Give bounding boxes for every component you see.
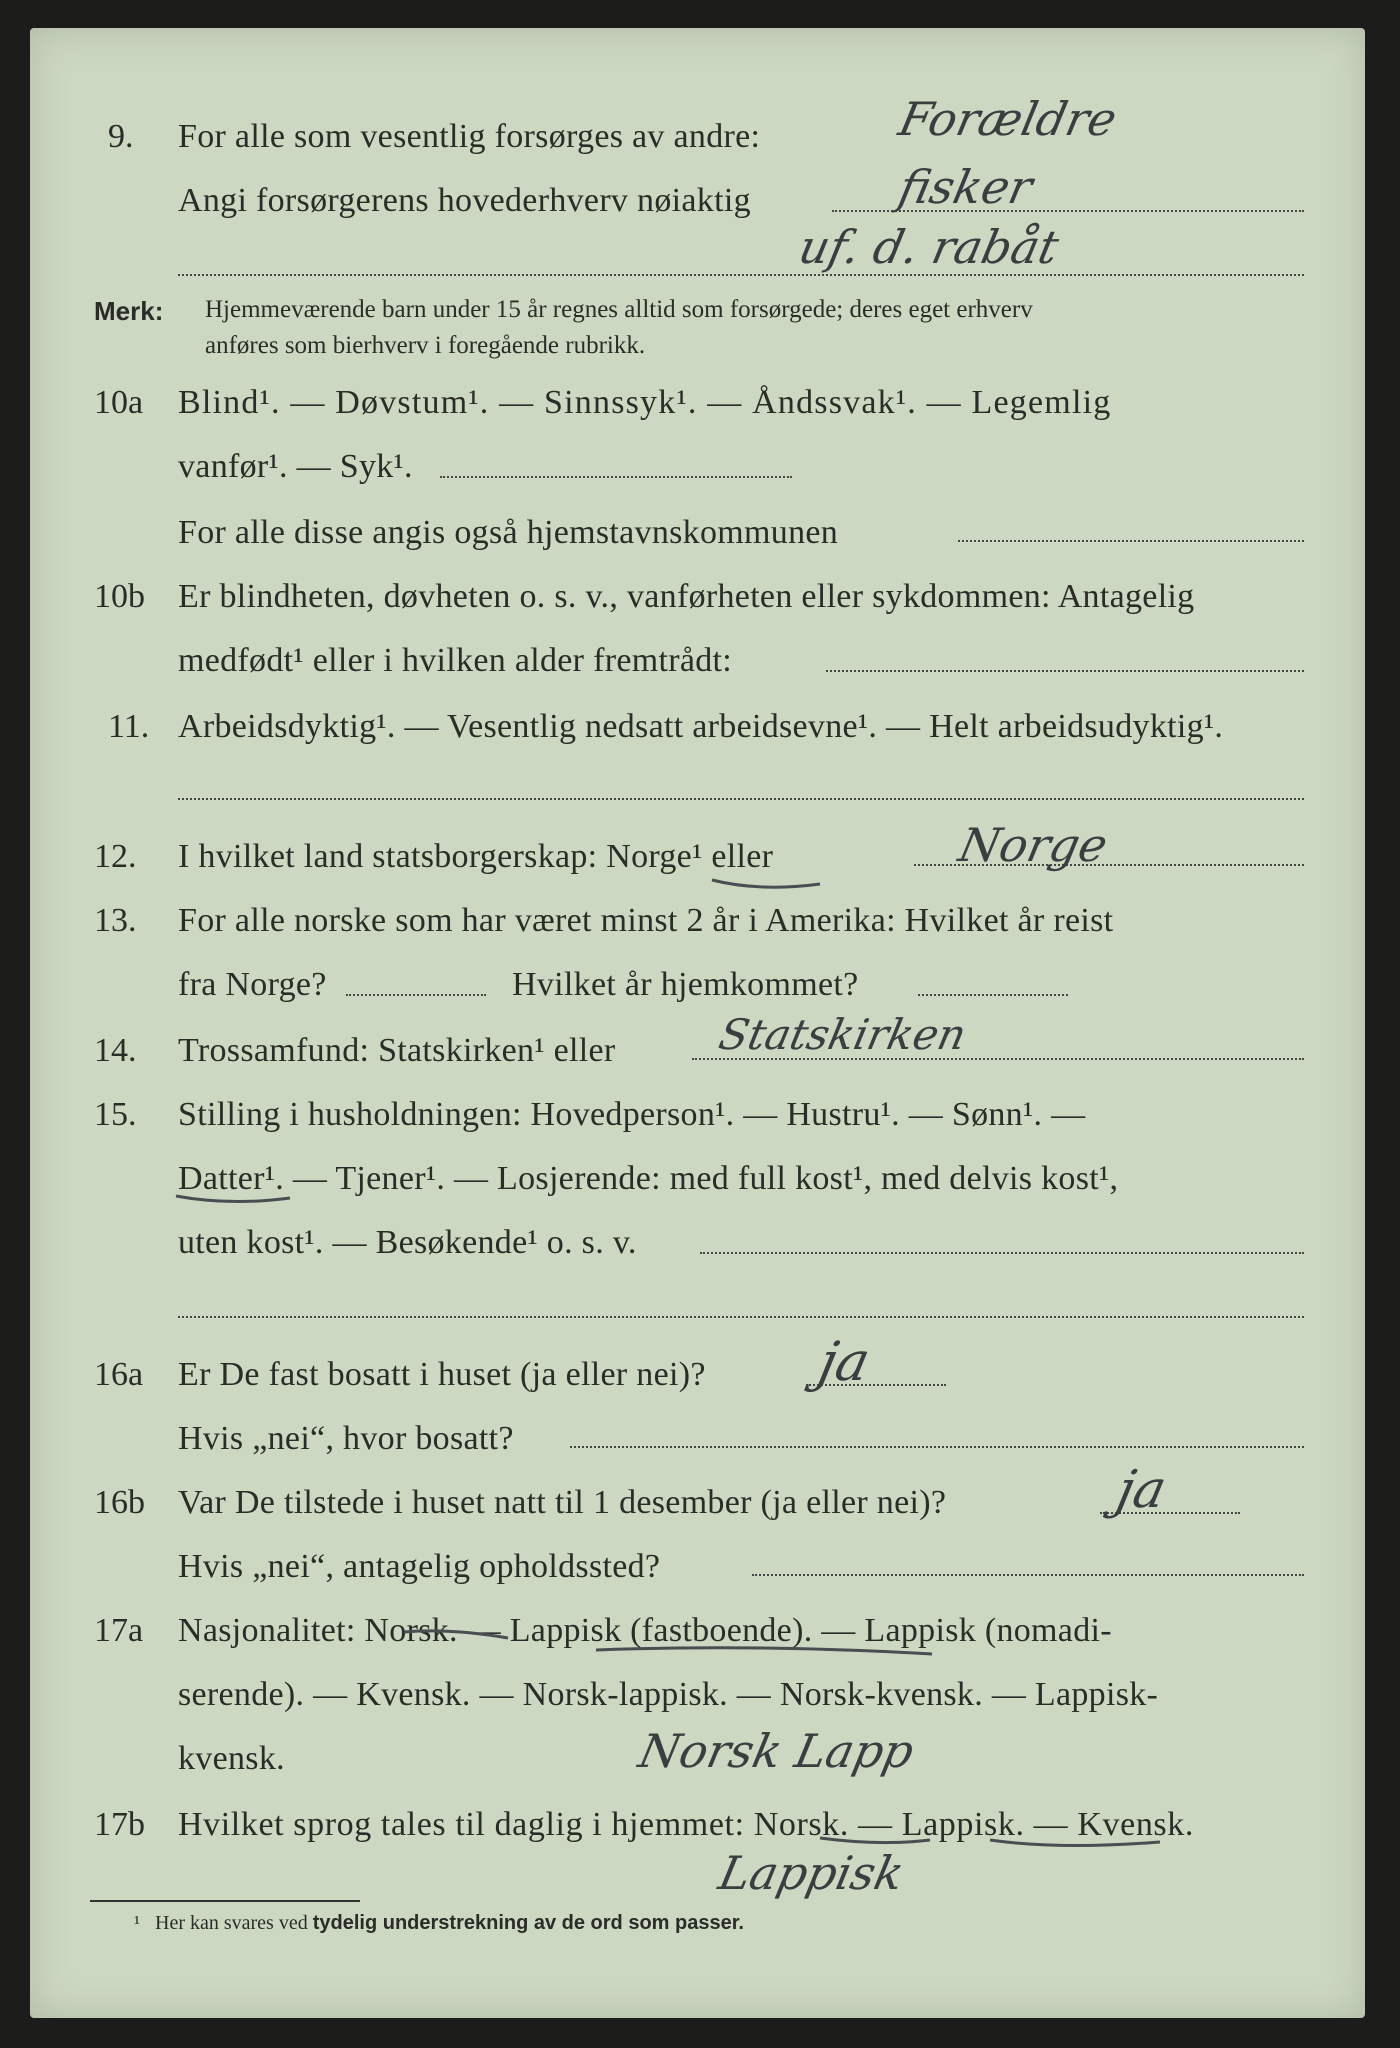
q13-line2a: fra Norge? [178, 966, 327, 1003]
q16b-line2: Hvis „nei“, antagelig opholdssted? [178, 1548, 661, 1585]
q9-handwriting-1: Forældre [894, 92, 1122, 146]
merk-label: Merk: [94, 296, 164, 326]
q10b-number: 10b [94, 578, 145, 615]
underline-norsk [820, 1838, 930, 1843]
q16a-line1: Er De fast bosatt i huset (ja eller nei)? [178, 1356, 706, 1393]
q10a-line1: Blind¹. — Døvstum¹. — Sinnssyk¹. — Åndssvak¹. — Legemlig [178, 384, 1112, 421]
q15-line3: uten kost¹. — Besøkende¹ o. s. v. [178, 1224, 637, 1261]
merk-line1: Hjemmeværende barn under 15 år regnes alltid som forsørgede; deres eget erhverv [205, 296, 1033, 323]
underline-lappisk [990, 1840, 1160, 1846]
q15-number: 15. [94, 1096, 137, 1133]
underline-norge [712, 880, 820, 887]
q16b-number: 16b [94, 1484, 145, 1521]
q15-line2: Datter¹. — Tjener¹. — Losjerende: med full kost¹, med delvis kost¹, [178, 1160, 1119, 1197]
q10a-number: 10a [94, 384, 144, 421]
q12-handwriting: Norge [954, 818, 1113, 872]
footnote-bold-text: tydelig understrekning av de ord som passer. [312, 1912, 744, 1934]
q17a-line1: Nasjonalitet: Norsk. — Lappisk (fastboende). — Lappisk (nomadi- [178, 1612, 1112, 1649]
q15-line1: Stilling i husholdningen: Hovedperson¹. — Hustru¹. — Sønn¹. — [178, 1096, 1086, 1133]
q9-number: 9. [108, 118, 134, 155]
q14-handwriting: Statskirken [714, 1010, 971, 1059]
q17a-number: 17a [94, 1612, 144, 1649]
q13-line2b: Hvilket år hjemkommet? [512, 966, 859, 1003]
q10a-line2: vanfør¹. — Syk¹. [178, 448, 413, 485]
q9-handwriting-2: fisker [894, 160, 1038, 214]
q17a-line3: kvensk. [178, 1740, 285, 1777]
q10a-line3: For alle disse angis også hjemstavnskommunen [178, 514, 839, 551]
q12-number: 12. [94, 838, 137, 875]
q9-line1: For alle som vesentlig forsørges av andre: [178, 118, 761, 155]
q16a-line2: Hvis „nei“, hvor bosatt? [178, 1420, 514, 1457]
q16a-handwriting: ja [813, 1330, 876, 1393]
q13-number: 13. [94, 902, 137, 939]
q14-number: 14. [94, 1032, 137, 1069]
q17a-handwriting: Norsk Lapp [634, 1724, 919, 1778]
underline-lappisk-fastboende [596, 1648, 932, 1654]
q17b-handwriting: Lappisk [714, 1846, 909, 1900]
q14-line1: Trossamfund: Statskirken¹ eller [178, 1032, 616, 1069]
q11-line1: Arbeidsdyktig¹. — Vesentlig nedsatt arbeidsevne¹. — Helt arbeidsudyktig¹. [178, 708, 1224, 745]
q10b-line1: Er blindheten, døvheten o. s. v., vanførheten eller sykdommen: Antagelig [178, 578, 1195, 615]
q13-line1: For alle norske som har været minst 2 år i Amerika: Hvilket år reist [178, 902, 1114, 939]
merk-line2: anføres som bierhverv i foregående rubrikk. [205, 332, 646, 359]
q9-handwriting-3: uf. d. rabåt [794, 220, 1064, 274]
q17b-line1: Hvilket sprog tales til daglig i hjemmet: Norsk. — Lappisk. — Kvensk. [178, 1806, 1194, 1843]
q9-line2: Angi forsørgerens hovederhverv nøiaktig [178, 182, 751, 219]
footnote-text: Her kan svares ved [155, 1912, 308, 1934]
footnote-mark: ¹ [134, 1912, 140, 1934]
q17b-number: 17b [94, 1806, 145, 1843]
q16a-number: 16a [94, 1356, 144, 1393]
q10b-line2: medfødt¹ eller i hvilken alder fremtrådt: [178, 642, 733, 679]
underline-datter [176, 1196, 290, 1202]
q11-number: 11. [108, 708, 150, 745]
q17a-line2: serende). — Kvensk. — Norsk-lappisk. — Norsk-kvensk. — Lappisk- [178, 1676, 1159, 1713]
q16b-handwriting: ja [1111, 1460, 1172, 1520]
q12-line1: I hvilket land statsborgerskap: Norge¹ eller [178, 838, 774, 875]
q16b-line1: Var De tilstede i huset natt til 1 desember (ja eller nei)? [178, 1484, 947, 1521]
strike-norsk [404, 1631, 508, 1638]
